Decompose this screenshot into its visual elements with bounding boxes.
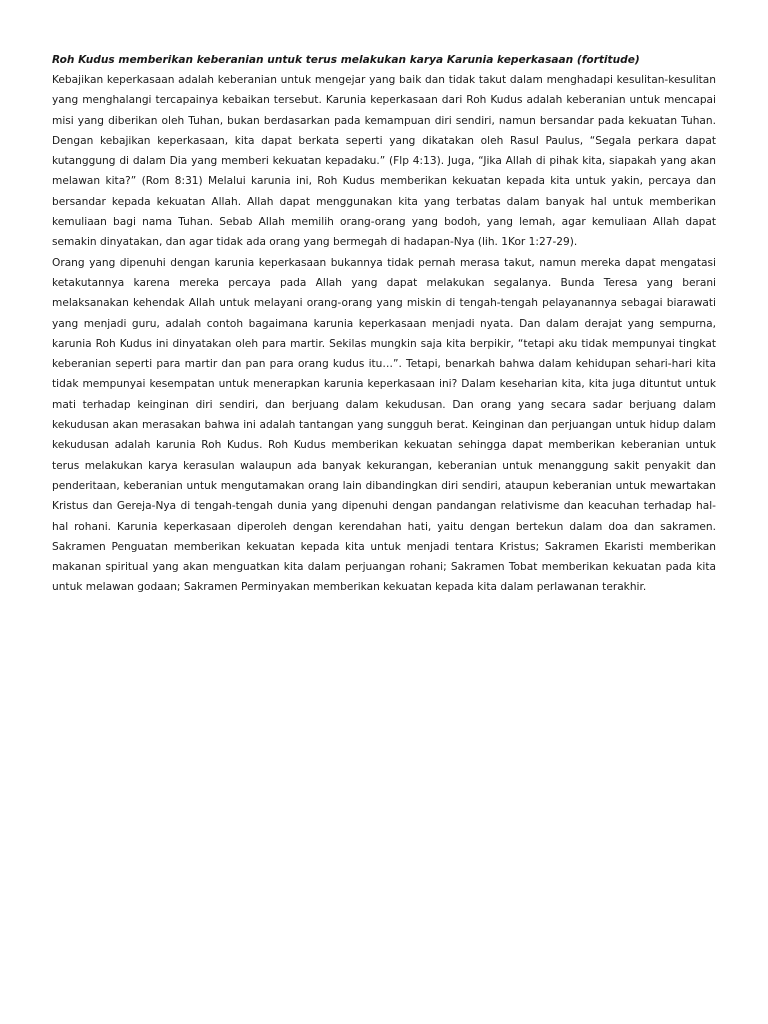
paragraph-1: Kebajikan keperkasaan adalah keberanian untuk mengejar yang baik dan tidak takut dalam menghadapi kesulitan-kesulitan yang menghalangi tercapainya kebaikan tersebut. Karunia keperkasaan dari Roh Kudus adalah keberanian untuk mencapai misi yang diberikan oleh Tuhan, bukan berdasarkan pada kemampuan diri sendiri, namun bersandar pada kekuatan Tuhan. Dengan kebajikan keperkasaan, kita dapat berkata seperti yang dikatakan oleh Rasul Paulus, “Segala perkara dapat kutanggung di dalam Dia yang memberi kekuatan kepadaku.” (Flp 4:13). Juga, “Jika Allah di pihak kita, siapakah yang akan melawan kita?” (Rom 8:31) Melalui karunia ini, Roh Kudus memberikan kekuatan kepada kita untuk yakin, percaya dan bersandar kepada kekuatan Allah. Allah dapat menggunakan kita yang terbatas dalam banyak hal untuk memberikan kemuliaan bagi nama Tuhan. Sebab Allah memilih orang-orang yang bodoh, yang lemah, agar kemuliaan Allah dapat semakin dinyatakan, dan agar tidak ada orang yang bermegah di hadapan-Nya (lih. 1Kor 1:27-29). [52, 74, 716, 249]
paragraph-2: Orang yang dipenuhi dengan karunia keperkasaan bukannya tidak pernah merasa takut, namun mereka dapat mengatasi ketakutannya karena mereka percaya pada Allah yang dapat melakukan segalanya. Bunda Teresa yang berani melaksanakan kehendak Allah untuk melayani orang-orang yang miskin di tengah-tengah pelayanannya sebagai biarawati yang menjadi guru, adalah contoh bagaimana karunia keperkasaan menjadi nyata. Dan dalam derajat yang sempurna, karunia Roh Kudus ini dinyatakan oleh para martir. Sekilas mungkin saja kita berpikir, “tetapi aku tidak mempunyai tingkat keberanian seperti para martir dan pan para orang kudus itu…”. Tetapi, benarkah bahwa dalam kehidupan sehari-hari kita tidak mempunyai kesempatan untuk menerapkan karunia keperkasaan ini? Dalam keseharian kita, kita juga dituntut untuk mati terhadap keinginan diri sendiri, dan berjuang dalam kekudusan. Dan orang yang secara sadar berjuang dalam kekudusan akan merasakan bahwa ini adalah tantangan yang sungguh berat. Keinginan dan perjuangan untuk hidup dalam kekudusan adalah karunia Roh Kudus. Roh Kudus memberikan kekuatan sehingga dapat memberikan keberanian untuk terus melakukan karya kerasulan walaupun ada banyak kekurangan, keberanian untuk menanggung sakit penyakit dan penderitaan, keberanian untuk mengutamakan orang lain dibandingkan diri sendiri, ataupun keberanian untuk mewartakan Kristus dan Gereja-Nya di tengah-tengah dunia yang dipenuhi dengan pandangan relativisme dan keacuhan terhadap hal-hal rohani. Karunia keperkasaan diperoleh dengan kerendahan hati, yaitu dengan bertekun dalam doa dan sakramen. Sakramen Penguatan memberikan kekuatan kepada kita untuk menjadi tentara Kristus; Sakramen Ekaristi memberikan makanan spiritual yang akan menguatkan kita dalam perjuangan rohani; Sakramen Tobat memberikan kekuatan pada kita untuk melawan godaan; Sakramen Perminyakan memberikan kekuatan kepada kita dalam perlawanan terakhir. [52, 256, 716, 594]
document-page [52, 50, 716, 598]
section-heading: Roh Kudus memberikan keberanian untuk terus melakukan karya Karunia keperkasaan (fortitude) [52, 54, 640, 66]
